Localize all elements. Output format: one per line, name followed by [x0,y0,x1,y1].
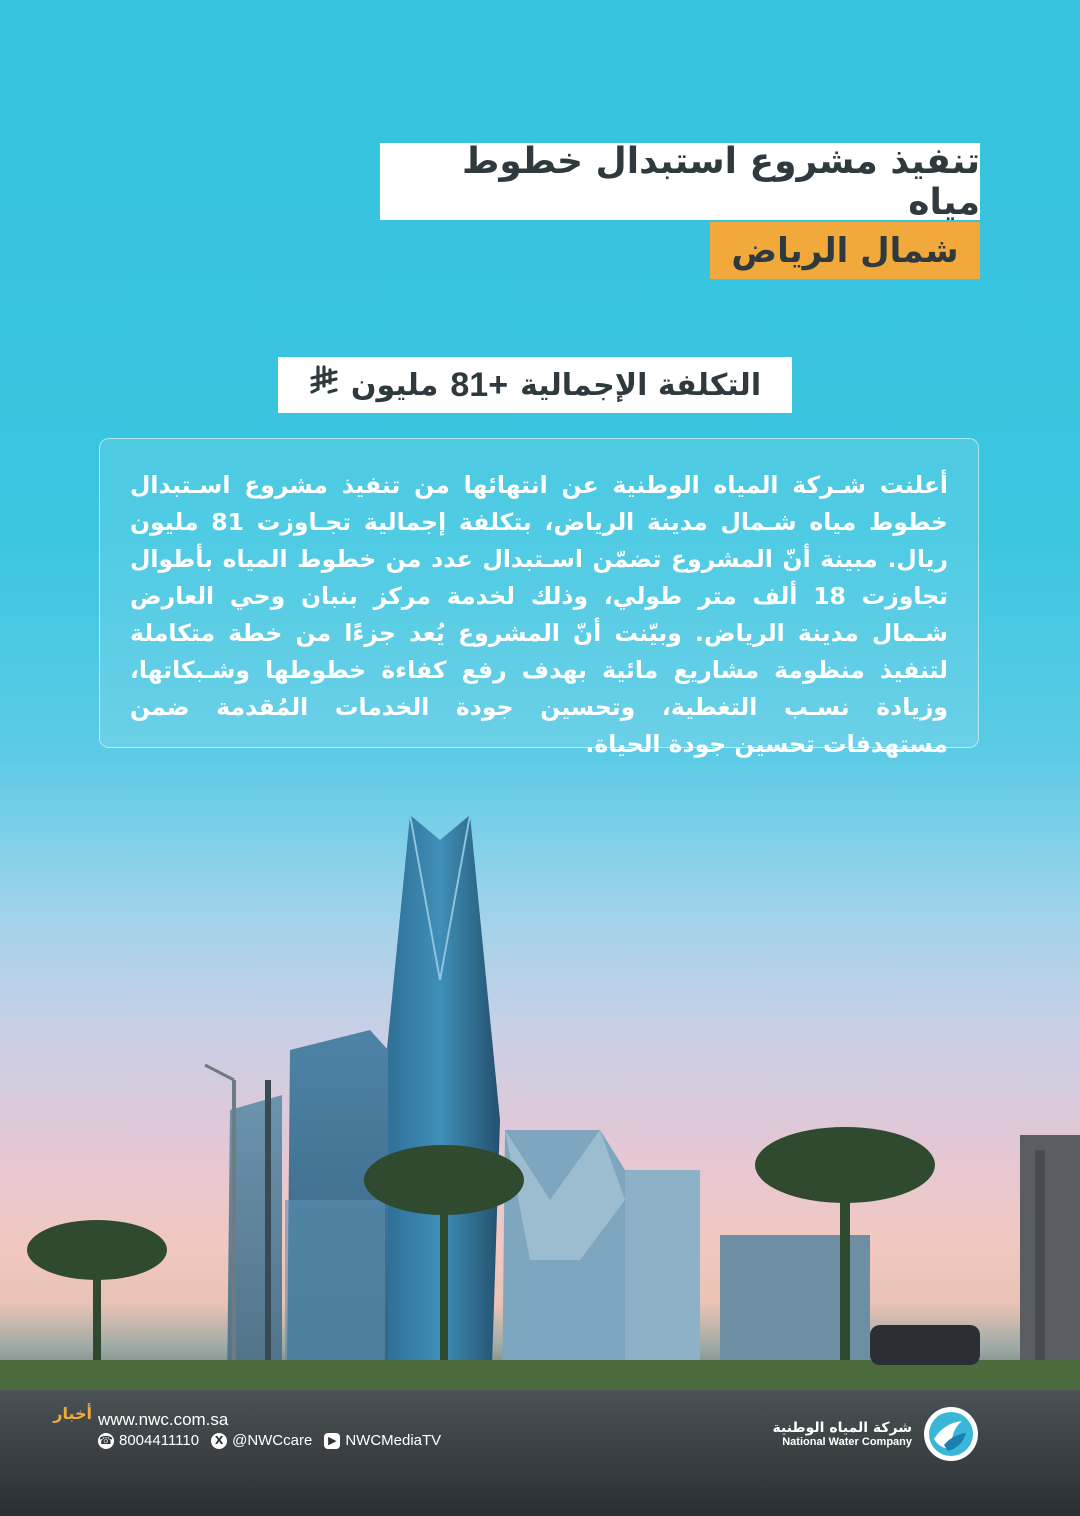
social-bar [98,1432,441,1449]
corner-watermark: أخبار [53,1404,92,1423]
twitter-contact[interactable]: X @NWCcare [211,1432,312,1449]
headline-subtitle: شمال الرياض [710,222,980,279]
cost-banner [278,357,792,413]
company-name-ar: شركة المياه الوطنية [772,1420,912,1436]
website-link[interactable]: www.nwc.com.sa [98,1410,229,1429]
nwc-logo-icon [922,1405,980,1463]
announcement-box [99,438,979,758]
cost-value: 81+ [450,365,509,404]
youtube-icon: ▶ [324,1433,340,1449]
phone-icon: ☎ [99,1434,113,1447]
company-brand [773,1405,980,1463]
cost-unit: مليون [350,367,439,403]
company-name-en: National Water Company [782,1436,912,1448]
announcement-text: أعلنت شـركة المياه الوطنية عن انتهائها من تنفيذ مشروع اسـتبدال خطوط مياه شـمال مدينة الرياض، بتكلفة إجمالية تجـاوزت 81 مليون ريال. مبينة أنّ المشروع تضمّن اسـتبدال عدد من خطوط المياه بأطوال تجاوزت 18 ألف متر طولي، وذلك لخدمة مركز بنبان وحي العارض شـمال مدينة الرياض. وبيّنت أنّ المشروع يُعد جزءًا من خطة متكاملة لتنفيذ منظومة مشاريع مائية بهدف رفع كفاءة خطوطها وشـبكاتها، وزيادة نسـب التغطية، وتحسين جودة الخدمات المُقدمة ضمن مستهدفات تحسين جودة الحياة. [130,471,948,758]
youtube-contact[interactable]: ▶ NWCMediaTV [324,1432,441,1449]
cost-label: التكلفة الإجمالية [520,367,762,403]
phone-contact[interactable]: ☎ 8004411110 [99,1432,200,1449]
riyal-symbol-icon [309,365,339,405]
headline-title: تنفيذ مشروع استبدال خطوط مياه [380,143,980,220]
x-twitter-icon: X [211,1433,227,1449]
